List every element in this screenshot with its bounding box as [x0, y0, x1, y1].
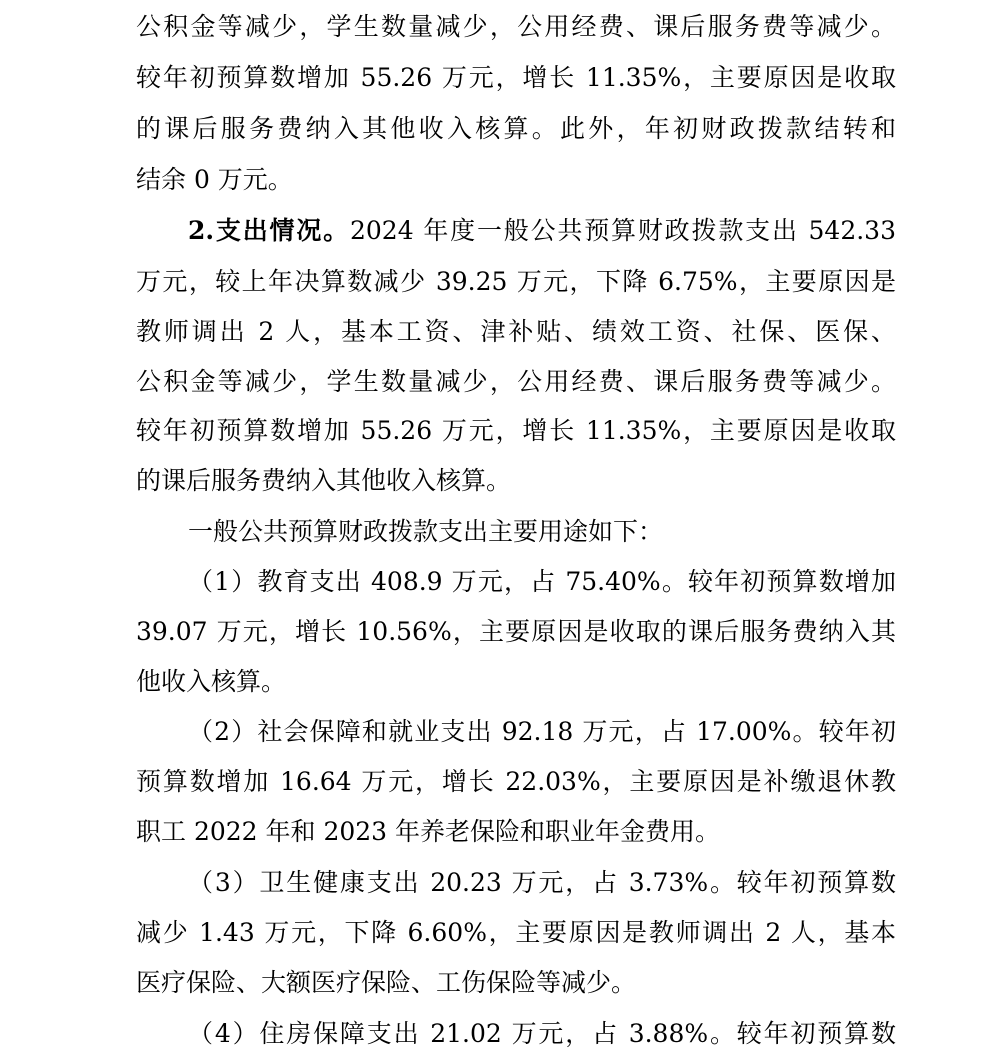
paragraph-line: 预算数增加 16.64 万元，增长 22.03%，主要原因是补缴退休教	[136, 767, 896, 796]
paragraph-line: 39.07 万元，增长 10.56%，主要原因是收取的课后服务费纳入其	[136, 617, 896, 646]
list-item-line: （1）教育支出 408.9 万元，占 75.40%。较年初预算数增加	[188, 567, 896, 596]
paragraph-line: 公积金等减少，学生数量减少，公用经费、课后服务费等减少。	[136, 367, 896, 396]
paragraph-line: 公积金等减少，学生数量减少，公用经费、课后服务费等减少。	[136, 12, 896, 41]
paragraph-line: 较年初预算数增加 55.26 万元，增长 11.35%，主要原因是收取	[136, 63, 896, 92]
paragraph-line: 医疗保险、大额医疗保险、工伤保险等减少。	[136, 968, 637, 997]
paragraph-line: 减少 1.43 万元，下降 6.60%，主要原因是教师调出 2 人，基本	[136, 918, 896, 947]
paragraph-text: 2024 年度一般公共预算财政拨款支出 542.33	[349, 216, 896, 245]
section-heading: 2.支出情况。	[188, 216, 350, 245]
list-item-line: （4）住房保障支出 21.02 万元，占 3.88%。较年初预算数	[188, 1019, 896, 1048]
paragraph-line: 他收入核算。	[136, 667, 287, 696]
list-item-line: （2）社会保障和就业支出 92.18 万元，占 17.00%。较年初	[188, 717, 896, 746]
paragraph-line: 一般公共预算财政拨款支出主要用途如下：	[188, 517, 664, 546]
paragraph-line: 的课后服务费纳入其他收入核算。	[136, 466, 512, 495]
paragraph-line: 的课后服务费纳入其他收入核算。此外，年初财政拨款结转和	[136, 114, 896, 143]
paragraph-line: 万元，较上年决算数减少 39.25 万元，下降 6.75%，主要原因是	[136, 267, 896, 296]
paragraph-line: 职工 2022 年和 2023 年养老保险和职业年金费用。	[136, 817, 721, 846]
paragraph-line: 较年初预算数增加 55.26 万元，增长 11.35%，主要原因是收取	[136, 416, 896, 445]
section-heading-line	[188, 205, 896, 257]
list-item-line: （3）卫生健康支出 20.23 万元，占 3.73%。较年初预算数	[188, 868, 896, 897]
paragraph-line: 结余 0 万元。	[136, 165, 293, 194]
paragraph-line: 教师调出 2 人，基本工资、津补贴、绩效工资、社保、医保、	[136, 317, 896, 346]
